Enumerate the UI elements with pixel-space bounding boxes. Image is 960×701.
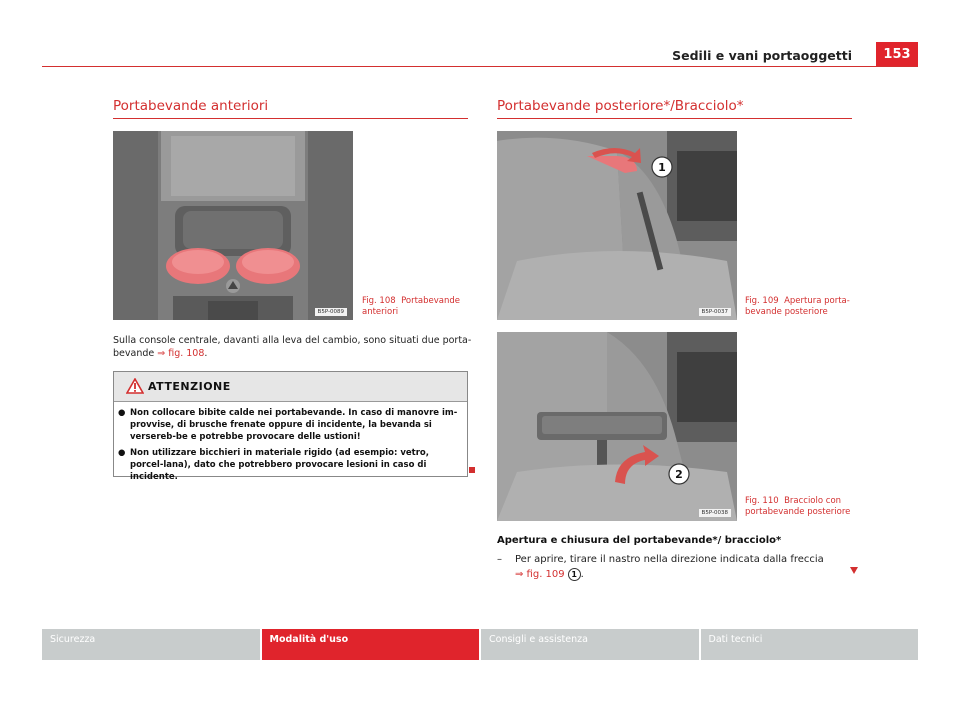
caption-label: Fig. 110 [745,496,779,506]
rear-seat-illustration [497,131,737,320]
subheading: Apertura e chiusura del portabevande*/ bracciolo* [497,535,782,546]
step-dash: – [497,554,502,565]
footer-tab-sicurezza[interactable]: Sicurezza [42,629,260,660]
figure-110-caption [745,496,855,518]
armrest-illustration [497,332,737,521]
intro-text: Sulla console centrale, davanti alla leva del cambio, sono situati due porta- [113,335,472,346]
running-header: Sedili e vani portaoggetti [672,48,852,63]
figure-code: B5P-0089 [315,308,347,316]
warning-triangle-icon [126,378,144,394]
footer-tab-consigli-assistenza[interactable]: Consigli e assistenza [481,629,699,660]
figure-108-caption [362,296,472,318]
continue-arrow-icon [850,567,858,574]
figure-code: B5P-0038 [699,509,731,517]
caption-text: Bracciolo con portabevande posteriore [745,496,851,517]
intro-end: . [204,348,208,359]
warning-item-text: Non utilizzare bicchieri in materiale rigido (ad esempio: vetro, porcel-lana), dato che potrebbero provocare lesioni in caso di incidente. [130,448,429,482]
warning-body [114,402,467,483]
warning-box [113,371,468,482]
section-title-rear: Portabevande posteriore*/Bracciolo* [497,98,744,114]
figure-109-link[interactable]: ⇒ fig. 109 [515,569,565,580]
step-ref-badge: 1 [568,568,581,581]
warning-title: ATTENZIONE [148,380,231,393]
figure-108-link[interactable]: ⇒ fig. 108 [157,348,205,359]
footer-tab-modalita-uso[interactable]: Modalità d'uso [262,629,480,660]
intro-paragraph [113,334,473,360]
section-title-front: Portabevande anteriori [113,98,269,114]
footer-tab-dati-tecnici[interactable]: Dati tecnici [701,629,919,660]
caption-text: Portabevande anteriori [362,296,460,317]
console-illustration [113,131,353,320]
bullet-icon: ● [118,408,126,418]
figure-code: B5P-0037 [699,308,731,316]
figure-109-photo [497,131,737,320]
figure-109-caption [745,296,855,318]
caption-label: Fig. 109 [745,296,779,306]
caption-label: Fig. 108 [362,296,396,306]
bullet-icon: ● [118,448,126,458]
step-end: . [580,569,584,580]
end-of-section-marker [469,467,475,473]
warning-header [114,372,467,402]
section-rule-front [113,118,468,119]
warning-item [118,407,463,443]
marker-2: 2 [675,468,683,481]
footer-nav [42,629,918,660]
warning-item-text: Non collocare bibite calde nei portabevande. In caso di manovre im-provvise, di brusche frenate oppure di incidente, la bevanda si versereb-be e potrebbe provocare delle ustioni! [130,408,458,442]
caption-text: Apertura porta-bevande posteriore [745,296,850,317]
step-text: Per aprire, tirare il nastro nella direzione indicata dalla freccia [515,554,824,565]
marker-1: 1 [658,161,666,174]
page-number: 153 [876,42,918,67]
header-rule [42,66,918,67]
section-rule-rear [497,118,852,119]
warning-item [118,447,463,483]
instruction-step [497,552,857,582]
figure-110-photo [497,332,737,521]
step-continuation [497,567,857,582]
intro-text-2: bevande [113,348,158,359]
figure-108-photo [113,131,353,320]
